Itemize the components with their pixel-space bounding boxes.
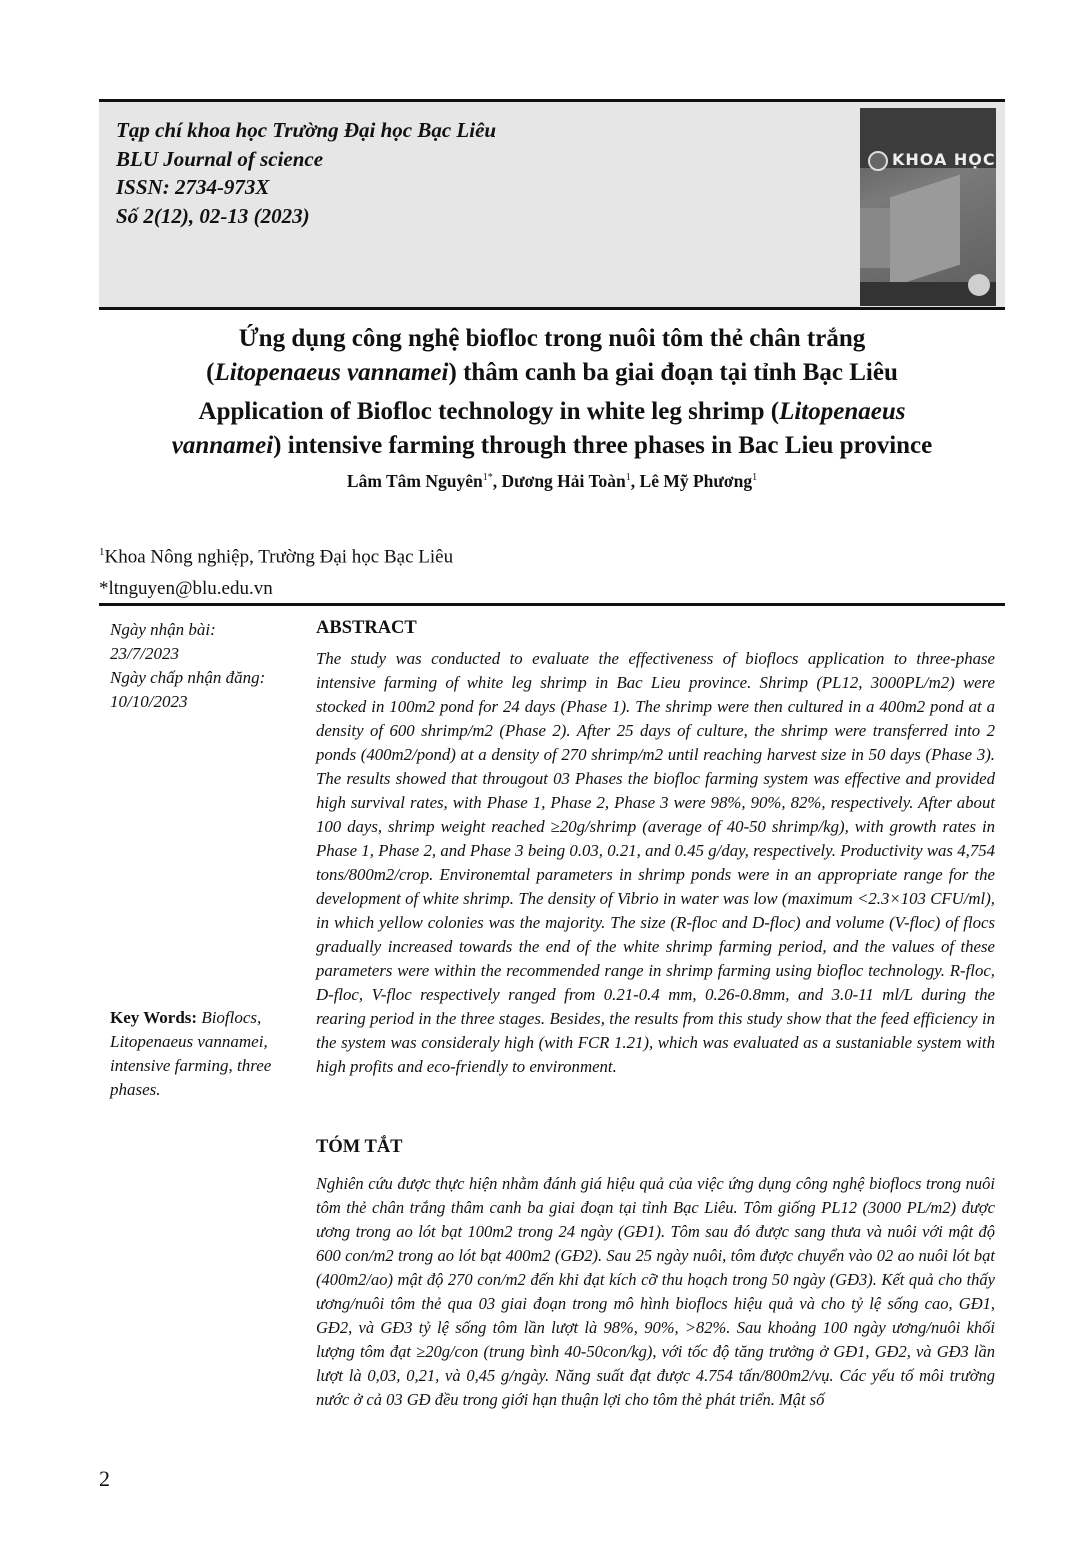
author-affil-mark: 1* — [482, 472, 493, 483]
corresponding-email[interactable]: *ltnguyen@blu.edu.vn — [99, 578, 273, 600]
affiliation-block — [99, 536, 453, 605]
affiliation-mark: 1 — [99, 546, 105, 558]
journal-cover-image — [860, 108, 996, 306]
tomtat-body: Nghiên cứu được thực hiện nhằm đánh giá hiệu quả của việc ứng dụng công nghệ bioflocs trong nuôi tôm thẻ chân trắng thâm canh ba giai đoạn tại tỉnh Bạc Liêu. Tôm giống PL12 (3000 PL/m2) được ương trong ao lót bạt 100m2 trong 24 ngày (GĐ1). Tôm sau đó được sang thưa và nuôi với mật độ 600 con/m2 trong ao lót bạt 400m2 (GĐ2). Sau 25 ngày nuôi, tôm được chuyển vào 02 ao nuôi lót bạt (400m2/ao) mật độ 270 con/m2 đến khi đạt kích cỡ thu hoạch trong 50 ngày (GĐ3). Kết quả cho thấy ương/nuôi tôm thẻ qua 03 giai đoạn trong mô hình bioflocs hiệu quả và cho tỷ lệ sống cao, GĐ1, GĐ2, và GĐ3 tỷ lệ sống tôm lần lượt là 98%, 90%, >82%. Sau khoảng 100 ngày ương/nuôi khối lượng tôm đạt ≥20g/con (trung bình 40-50con/kg), với tốc độ tăng trưởng ở GĐ1, GĐ2, và GĐ3 lần lượt là 0,03, 0,21, và 0,45 g/ngày. Năng suất đạt được 4.754 tấn/800m2/vụ. Các yếu tố môi trường nước ở cả 03 GĐ đều trong giới hạn thuận lợi cho tôm thẻ phát triển. Mật số — [316, 1174, 995, 1409]
author-name: Lâm Tâm Nguyên — [346, 470, 483, 491]
journal-header — [99, 99, 1005, 310]
university-seal-icon — [868, 151, 888, 171]
accepted-label: Ngày chấp nhận đăng: — [110, 668, 266, 687]
cover-masthead: KHOA HỌC — [892, 150, 996, 169]
title-en-start: Application of Biofloc technology in white leg shrimp ( — [198, 398, 780, 425]
abstract-body: The study was conducted to evaluate the effectiveness of bioflocs application to three-phase intensive farming of white leg shrimp in Bac Lieu province. Shrimp (PL12, 3000PL/m2) were stocked in 100m2 pond for 24 days (Phase 1). The shrimp were then cultured in a 400m2 pond at a density of 600 shrimp/m2 (Phase 2). After 25 days of culture, the shrimp were transferred into 2 ponds (400m2/pond) at a density of 270 shrimp/m2 until reaching harvest size in 50 days (Phase 3). The results showed that througout 03 Phases the biofloc farming system was effective and provided high survival rates, with Phase 1, Phase 2, Phase 3 were 98%, 90%, 82%, respectively. After about 100 days, shrimp weight reached ≥20g/shrimp (average of 40-50 shrimp/kg), with growth rates in Phase 1, Phase 2, and Phase 3 being 0.03, 0.21, and 0.45 g/day, respectively. Productivity was 4,754 tons/800m2/crop. Environemtal parameters in shrimp ponds were in an appropriate range for the development of white shrimp. The density of Vibrio in water was low (maximum <2.3×103 CFU/ml), in which yellow colonies was the majority. The size (R-floc and D-floc) and volume (V-floc) of flocs gradually increased towards the end of the white shrimp farming period, and the values of these parameters were within the recommended range in shrimp farming using biofloc technology. R-floc, D-floc, V-floc respectively ranged from 0.21-0.4 mm, 0.26-0.8mm, and 3.0-11 ml/L during the rearing period in the three stages. Besides, the results from this study show that the feed efficiency in the system was consideraly high (with FCR 1.21), which was evaluated as a sustaniable system with high profits and eco-friendly to environment. — [316, 649, 995, 1076]
journal-issn: ISSN: 2734-973X — [116, 175, 270, 199]
received-date: 23/7/2023 — [110, 644, 179, 663]
journal-name-en: BLU Journal of science — [116, 146, 324, 171]
page-number: 2 — [99, 1466, 110, 1491]
journal-issue: Số 2(12), 02-13 (2023) — [116, 203, 310, 228]
keywords-text: Bioflocs, Litopenaeus vannamei, intensive farming, three phases. — [110, 1008, 272, 1099]
section-divider — [99, 603, 1005, 606]
affiliation-text: Khoa Nông nghiệp, Trường Đại học Bạc Liêu — [104, 546, 454, 568]
title-en-line2-rest: ) intensive farming through three phases in Bac Lieu province — [273, 432, 933, 459]
author-list: Lâm Tâm Nguyên$^{1*}$, Dương Hải Toàn$^1$, Lê Mỹ Phương$^1$ — [346, 470, 758, 491]
tomtat-heading: TÓM TẮT — [316, 1137, 403, 1157]
title-vn-line1: Ứng dụng công nghệ biofloc trong nuôi tôm thẻ chân trắng — [238, 325, 866, 352]
title-en-line2 — [99, 429, 1005, 463]
received-label: Ngày nhận bài: — [110, 620, 216, 639]
journal-info — [116, 116, 496, 230]
title-vn-species: Litopenaeus vannamei — [214, 359, 449, 386]
title-vn-line2-rest: thâm canh ba giai đoạn tại tỉnh Bạc Liêu — [463, 359, 898, 386]
keywords-label: Key Words: — [110, 1008, 198, 1027]
title-en-line1 — [99, 395, 1005, 429]
title-en-species-part1: Litopenaeus — [779, 398, 906, 425]
affiliation-line — [99, 536, 453, 573]
author-name: Dương Hải Toàn — [501, 470, 626, 491]
title-vietnamese — [99, 322, 1005, 390]
title-vn-line2: (Litopenaeus vannamei) thâm canh ba giai đoạn tại tỉnh Bạc Liêu — [206, 359, 898, 386]
keywords-block — [110, 1006, 300, 1102]
author-name: Lê Mỹ Phương — [639, 470, 753, 491]
journal-name-vn: Tạp chí khoa học Trường Đại học Bạc Liêu — [116, 118, 497, 142]
abstract-heading: ABSTRACT — [316, 618, 417, 638]
author-affil-mark: 1 — [625, 472, 631, 483]
accepted-date: 10/10/2023 — [110, 692, 188, 711]
title-english — [99, 395, 1005, 463]
title-en-species-part2: vannamei — [171, 432, 274, 459]
author-affil-mark: 1 — [752, 472, 758, 483]
article-dates — [110, 618, 300, 714]
